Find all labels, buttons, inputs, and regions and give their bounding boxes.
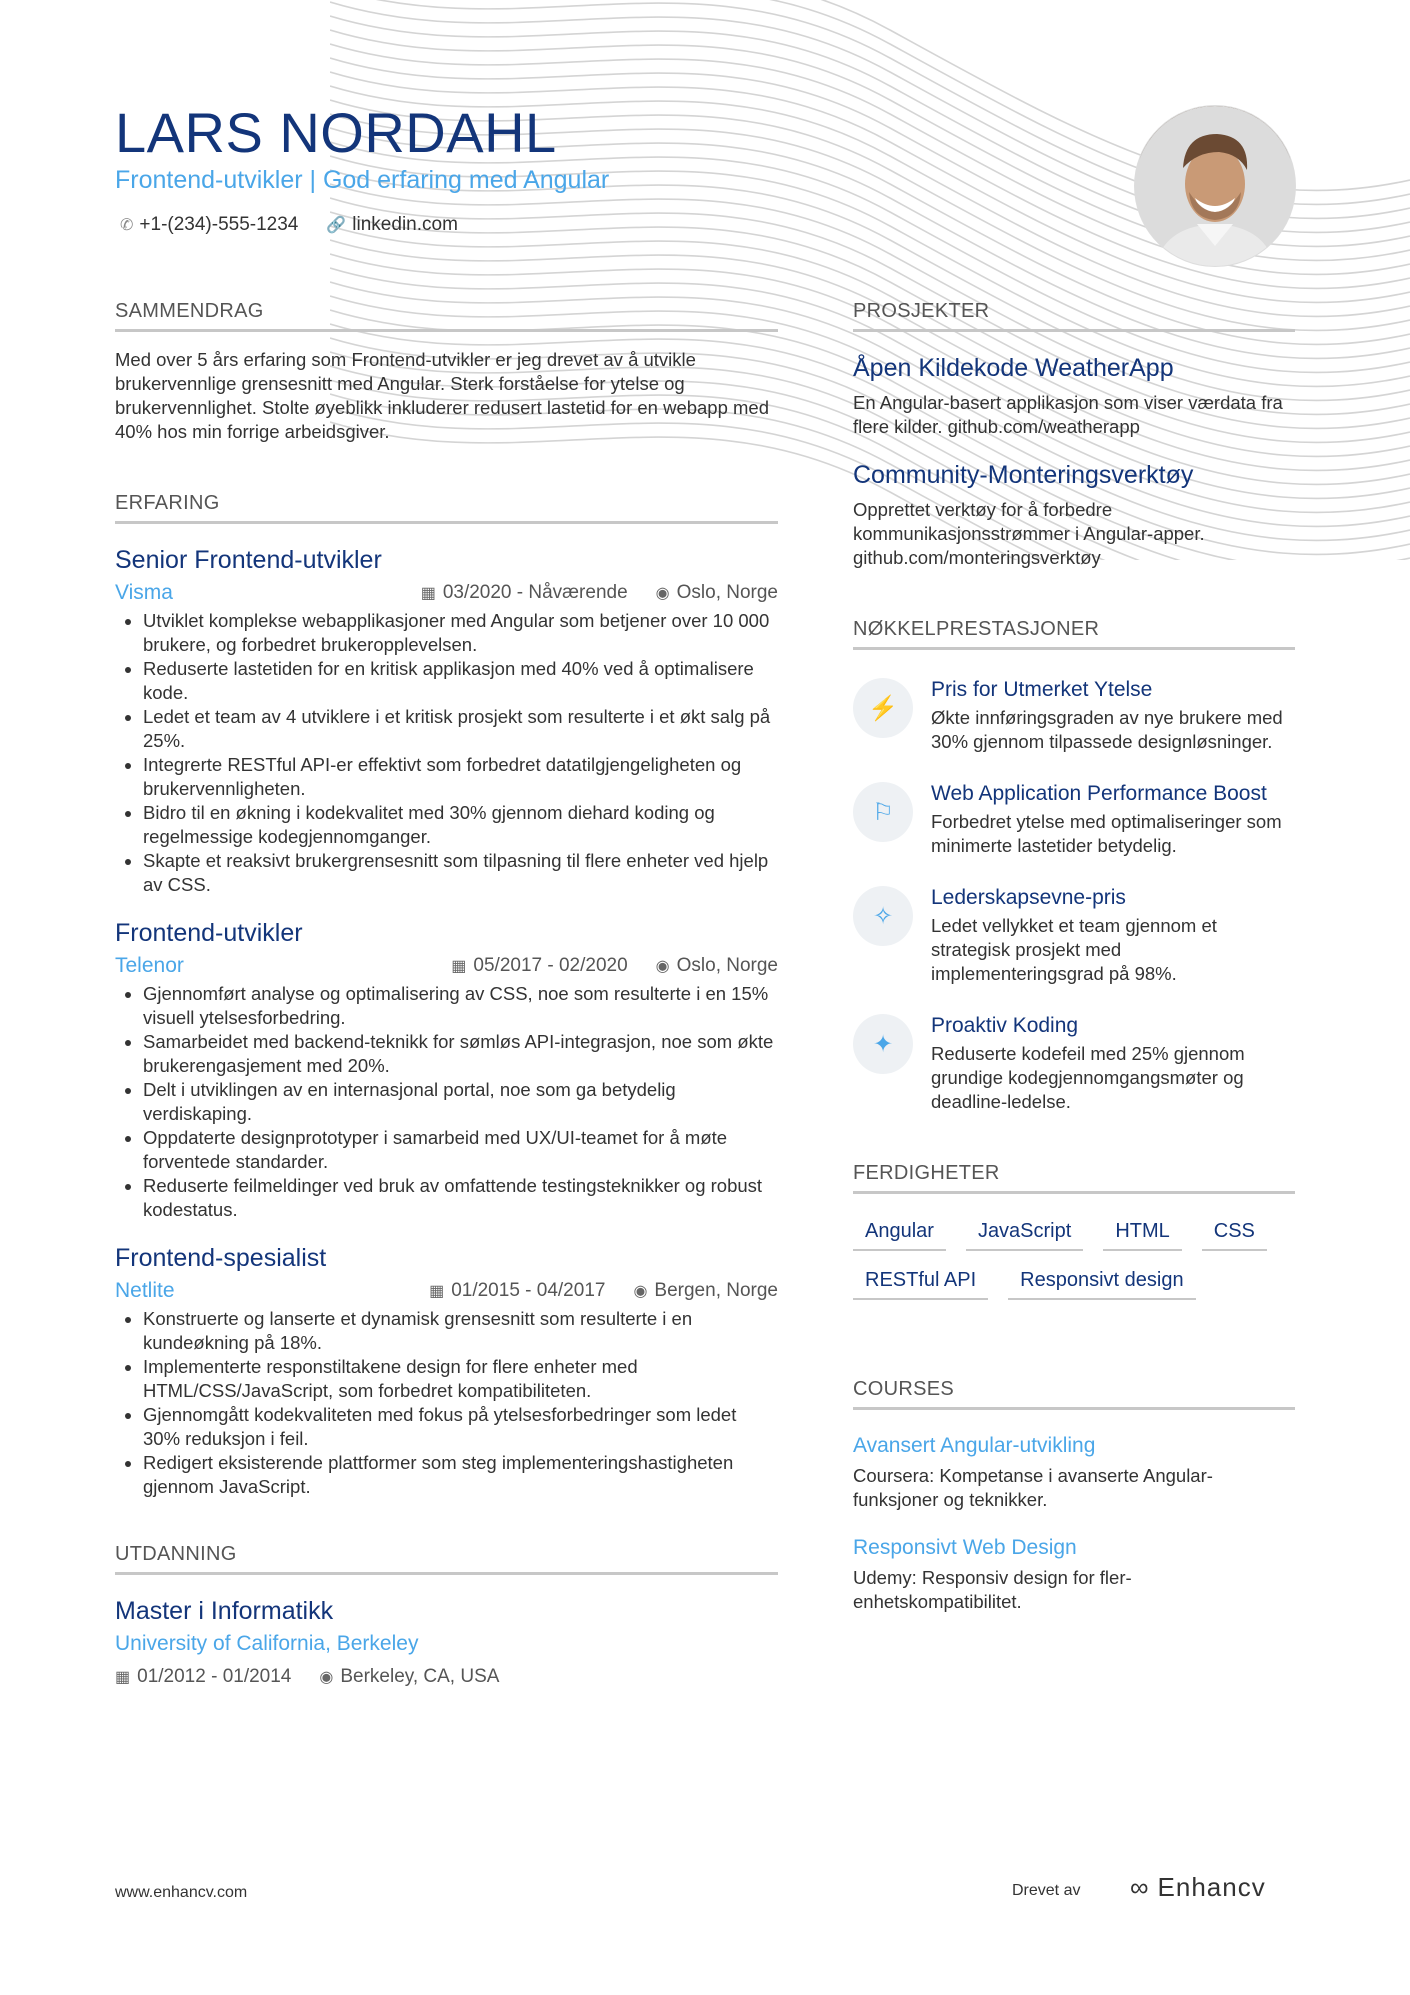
education-dates-text: 01/2012 - 01/2014 xyxy=(137,1666,292,1687)
calendar-icon: ▦ xyxy=(420,585,436,602)
achievement-item xyxy=(853,886,1295,986)
job-dates-text: 05/2017 - 02/2020 xyxy=(473,955,628,976)
achievement-description: Forbedret ytelse med optimaliseringer som minimerte lastetider betydelig. xyxy=(931,811,1282,856)
magic-wand-icon: ✧ xyxy=(853,886,913,946)
job-bullet: • Gjennomgått kodekvaliteten med fokus på ytelsesforbedringer som ledet 30% reduksjon i feil. xyxy=(143,1403,778,1451)
skill-tag: Responsivt design xyxy=(1008,1269,1195,1300)
location-pin-icon: ◉ xyxy=(633,1283,648,1300)
achievement-title: Lederskapsevne-pris xyxy=(931,886,1126,909)
enhancv-logo[interactable] xyxy=(1130,1872,1266,1903)
course-title[interactable]: Responsivt Web Design xyxy=(853,1536,1077,1559)
achievements-list xyxy=(853,678,1295,1114)
project-title[interactable]: Community-Monteringsverktøy xyxy=(853,461,1194,489)
job-bullet: • Samarbeidet med backend-teknikk for sømløs API-integrasjon, noe som økte brukerengasjement med 20%. xyxy=(143,1030,778,1078)
location-pin-icon: ◉ xyxy=(655,585,670,602)
job-bullet: • Implementerte responstiltakene design for flere enheter med HTML/CSS/JavaScript, som forbedret kompatibiliteten. xyxy=(143,1355,778,1403)
course-description: Udemy: Responsiv design for fler-enhetskompatibilitet. xyxy=(853,1567,1132,1612)
job-dates-text: 01/2015 - 04/2017 xyxy=(451,1280,606,1301)
job-dates xyxy=(429,1280,605,1302)
courses-list xyxy=(853,1434,1295,1614)
left-column xyxy=(115,300,778,1688)
link-text: linkedin.com xyxy=(352,214,458,235)
job-meta-right xyxy=(421,582,778,604)
job-bullet: • Reduserte lastetiden for en kritisk applikasjon med 40% ved å optimalisere kode. xyxy=(143,657,778,705)
sparkle-icon: ✦ xyxy=(853,1014,913,1074)
education-location xyxy=(319,1666,499,1688)
education-dates xyxy=(115,1666,291,1688)
skills-heading: FERDIGHETER xyxy=(853,1162,1295,1194)
job-title: Frontend-spesialist xyxy=(115,1244,327,1272)
achievement-text xyxy=(931,782,1295,858)
footer-powered-by: Drevet av xyxy=(1012,1882,1081,1899)
contact-bar xyxy=(120,214,458,236)
achievements-heading: NØKKELPRESTASJONER xyxy=(853,618,1295,650)
job-bullet: • Oppdaterte designprototyper i samarbeid med UX/UI-teamet for å møte forventede standarder. xyxy=(143,1126,778,1174)
job-dates-text: 03/2020 - Nåværende xyxy=(442,582,628,603)
education-meta xyxy=(115,1666,778,1688)
achievement-item xyxy=(853,1014,1295,1114)
job-entry xyxy=(115,546,778,897)
summary-heading: SAMMENDRAG xyxy=(115,300,778,332)
avatar xyxy=(1134,105,1296,267)
project-description: En Angular-basert applikasjon som viser værdata fra flere kilder. github.com/weatherapp xyxy=(853,392,1283,437)
calendar-icon: ▦ xyxy=(451,958,467,975)
achievement-item xyxy=(853,678,1295,754)
phone-text: +1-(234)-555-1234 xyxy=(139,214,299,235)
job-bullet: • Gjennomført analyse og optimalisering av CSS, noe som resulterte i en 15% visuell ytelsesforbedring. xyxy=(143,982,778,1030)
job-location-text: Oslo, Norge xyxy=(676,955,778,976)
job-bullet: • Reduserte feilmeldinger ved bruk av omfattende testingsteknikker og robust kodestatus. xyxy=(143,1174,778,1222)
contact-link[interactable] xyxy=(326,214,458,236)
infinity-logo-icon: ∞ xyxy=(1130,1872,1150,1902)
job-bullet: • Ledet et team av 4 utviklere i et kritisk prosjekt som resulterte i et økt salg på 25%. xyxy=(143,705,778,753)
location-pin-icon: ◉ xyxy=(655,958,670,975)
job-location xyxy=(656,955,778,977)
job-location xyxy=(656,582,778,604)
achievement-item xyxy=(853,782,1295,858)
calendar-icon: ▦ xyxy=(115,1669,131,1686)
link-icon: 🔗 xyxy=(326,217,347,234)
company-name: Visma xyxy=(115,581,173,604)
summary-text: Med over 5 års erfaring som Frontend-utvikler er jeg drevet av å utvikle brukervennlige grensesnitt med Angular. Sterk forståelse for ytelse og brukervennlighet. Stolte øyeblikk inkluderer redusert lastetid for en webapp med 40% hos min forrige arbeidsgiver. xyxy=(115,349,770,442)
skills-list xyxy=(853,1220,1295,1300)
job-meta-right xyxy=(429,1280,778,1302)
footer-site[interactable]: www.enhancv.com xyxy=(115,1884,248,1901)
skill-tag: RESTful API xyxy=(853,1269,988,1300)
job-entry xyxy=(115,919,778,1222)
job-meta xyxy=(115,581,778,605)
company-name: Netlite xyxy=(115,1279,175,1302)
contact-phone[interactable] xyxy=(120,214,298,236)
experience-list xyxy=(115,546,778,1499)
achievement-text xyxy=(931,1014,1295,1114)
achievement-text xyxy=(931,886,1295,986)
achievement-description: Økte innføringsgraden av nye brukere med 30% gjennom tilpassede designløsninger. xyxy=(931,707,1283,752)
experience-heading: ERFARING xyxy=(115,492,778,524)
flag-icon: ⚐ xyxy=(853,782,913,842)
job-entry xyxy=(115,1244,778,1499)
candidate-headline: Frontend-utvikler | God erfaring med Angular xyxy=(115,166,610,194)
job-bullets xyxy=(115,982,778,1222)
job-bullet: • Delt i utviklingen av en internasjonal portal, noe som ga betydelig verdiskaping. xyxy=(143,1078,778,1126)
job-dates xyxy=(421,582,628,604)
job-location xyxy=(633,1280,778,1302)
job-bullets xyxy=(115,1307,778,1499)
skill-tag: Angular xyxy=(853,1220,946,1251)
brand-text: Enhancv xyxy=(1157,1872,1266,1902)
projects-list xyxy=(853,354,1295,570)
projects-heading: PROSJEKTER xyxy=(853,300,1295,332)
job-bullet: • Integrerte RESTful API-er effektivt som forbedret datatilgjengeligheten og brukervennligheten. xyxy=(143,753,778,801)
achievement-title: Proaktiv Koding xyxy=(931,1014,1079,1037)
job-dates xyxy=(451,955,627,977)
achievement-description: Ledet vellykket et team gjennom et strategisk prosjekt med implementeringsgrad på 98%. xyxy=(931,915,1217,984)
candidate-name: LARS NORDAHL xyxy=(115,101,557,164)
right-column xyxy=(853,300,1295,1614)
job-meta xyxy=(115,1279,778,1303)
job-meta-right xyxy=(451,955,778,977)
skill-tag: JavaScript xyxy=(966,1220,1083,1251)
job-title: Frontend-utvikler xyxy=(115,919,303,947)
job-bullet: • Bidro til en økning i kodekvalitet med 30% gjennom diehard koding og regelmessige kodegjennomganger. xyxy=(143,801,778,849)
achievement-description: Reduserte kodefeil med 25% gjennom grundige kodegjennomgangsmøter og deadline-ledelse. xyxy=(931,1043,1245,1112)
project-description: Opprettet verktøy for å forbedre kommunikasjonsstrømmer i Angular-apper. github.com/monteringsverktøy xyxy=(853,499,1205,568)
job-meta xyxy=(115,954,778,978)
phone-icon: ✆ xyxy=(120,217,134,234)
skill-tag: HTML xyxy=(1103,1220,1181,1251)
skill-tag: CSS xyxy=(1202,1220,1267,1251)
education-heading: UTDANNING xyxy=(115,1543,778,1575)
calendar-icon: ▦ xyxy=(429,1283,445,1300)
job-title: Senior Frontend-utvikler xyxy=(115,546,382,574)
job-bullets xyxy=(115,609,778,897)
bolt-icon: ⚡ xyxy=(853,678,913,738)
degree-title: Master i Informatikk xyxy=(115,1597,334,1625)
course-description: Coursera: Kompetanse i avanserte Angular-funksjoner og teknikker. xyxy=(853,1465,1213,1510)
achievement-text xyxy=(931,678,1295,754)
courses-heading: COURSES xyxy=(853,1378,1295,1410)
job-location-text: Oslo, Norge xyxy=(676,582,778,603)
location-pin-icon: ◉ xyxy=(319,1669,334,1686)
job-bullet: • Skapte et reaksivt brukergrensesnitt som tilpasning til flere enheter ved hjelp av CSS. xyxy=(143,849,778,897)
project-title[interactable]: Åpen Kildekode WeatherApp xyxy=(853,354,1174,382)
achievement-title: Pris for Utmerket Ytelse xyxy=(931,678,1153,701)
job-location-text: Bergen, Norge xyxy=(654,1280,778,1301)
job-bullet: • Utviklet komplekse webapplikasjoner med Angular som betjener over 10 000 brukere, og forbedret brukeropplevelsen. xyxy=(143,609,778,657)
education-location-text: Berkeley, CA, USA xyxy=(340,1666,500,1687)
job-bullet: • Konstruerte og lanserte et dynamisk grensesnitt som resulterte i en kundeøkning på 18%. xyxy=(143,1307,778,1355)
company-name: Telenor xyxy=(115,954,184,977)
school-name: University of California, Berkeley xyxy=(115,1632,419,1655)
achievement-title: Web Application Performance Boost xyxy=(931,782,1267,805)
course-title[interactable]: Avansert Angular-utvikling xyxy=(853,1434,1096,1457)
job-bullet: • Redigert eksisterende plattformer som steg implementeringshastigheten gjennom JavaScript. xyxy=(143,1451,778,1499)
